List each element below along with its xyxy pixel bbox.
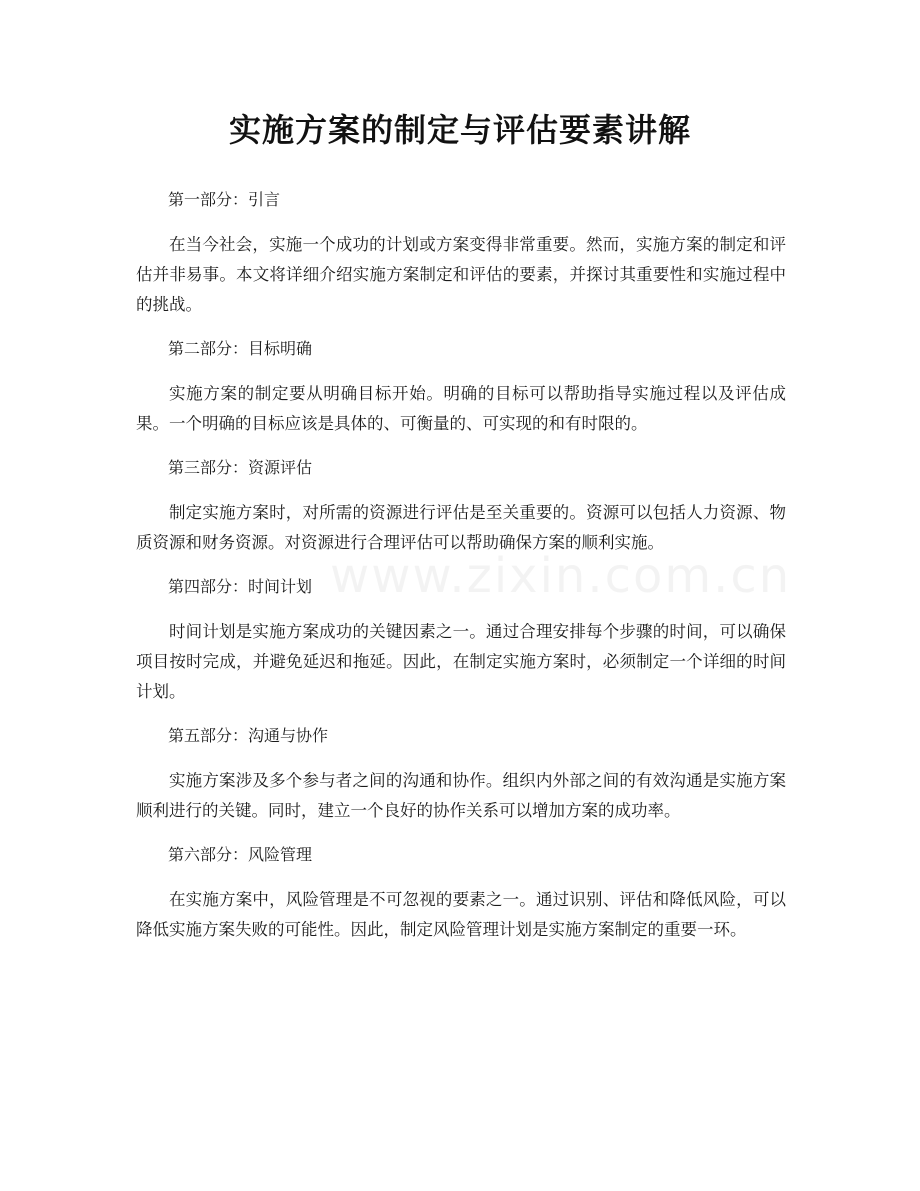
section-body-5: 实施方案涉及多个参与者之间的沟通和协作。组织内外部之间的有效沟通是实施方案顺利进行的关键。同时，建立一个良好的协作关系可以增加方案的成功率。 [136, 771, 786, 820]
section-heading-2: 第二部分：目标明确 [168, 339, 313, 358]
document-body [136, 184, 786, 958]
section-body-2: 实施方案的制定要从明确目标开始。明确的目标可以帮助指导实施过程以及评估成果。一个明确的目标应该是具体的、可衡量的、可实现的和有时限的。 [136, 384, 786, 433]
document-title: 实施方案的制定与评估要素讲解 [228, 111, 691, 149]
section-body-4: 时间计划是实施方案成功的关键因素之一。通过合理安排每个步骤的时间，可以确保项目按时完成，并避免延迟和拖延。因此，在制定实施方案时，必须制定一个详细的时间计划。 [136, 622, 786, 701]
section-body-3: 制定实施方案时，对所需的资源进行评估是至关重要的。资源可以包括人力资源、物质资源和财务资源。对资源进行合理评估可以帮助确保方案的顺利实施。 [136, 503, 786, 552]
section-heading-1: 第一部分：引言 [168, 190, 281, 209]
section-heading-5: 第五部分：沟通与协作 [168, 726, 329, 745]
section-heading-4: 第四部分：时间计划 [168, 577, 313, 596]
section-heading-6: 第六部分：风险管理 [168, 845, 313, 864]
section-body-1: 在当今社会，实施一个成功的计划或方案变得非常重要。然而，实施方案的制定和评估并非易事。本文将详细介绍实施方案制定和评估的要素，并探讨其重要性和实施过程中的挑战。 [136, 235, 786, 314]
section-body-6: 在实施方案中，风险管理是不可忽视的要素之一。通过识别、评估和降低风险，可以降低实施方案失败的可能性。因此，制定风险管理计划是实施方案制定的重要一环。 [136, 890, 786, 939]
section-heading-3: 第三部分：资源评估 [168, 458, 313, 477]
